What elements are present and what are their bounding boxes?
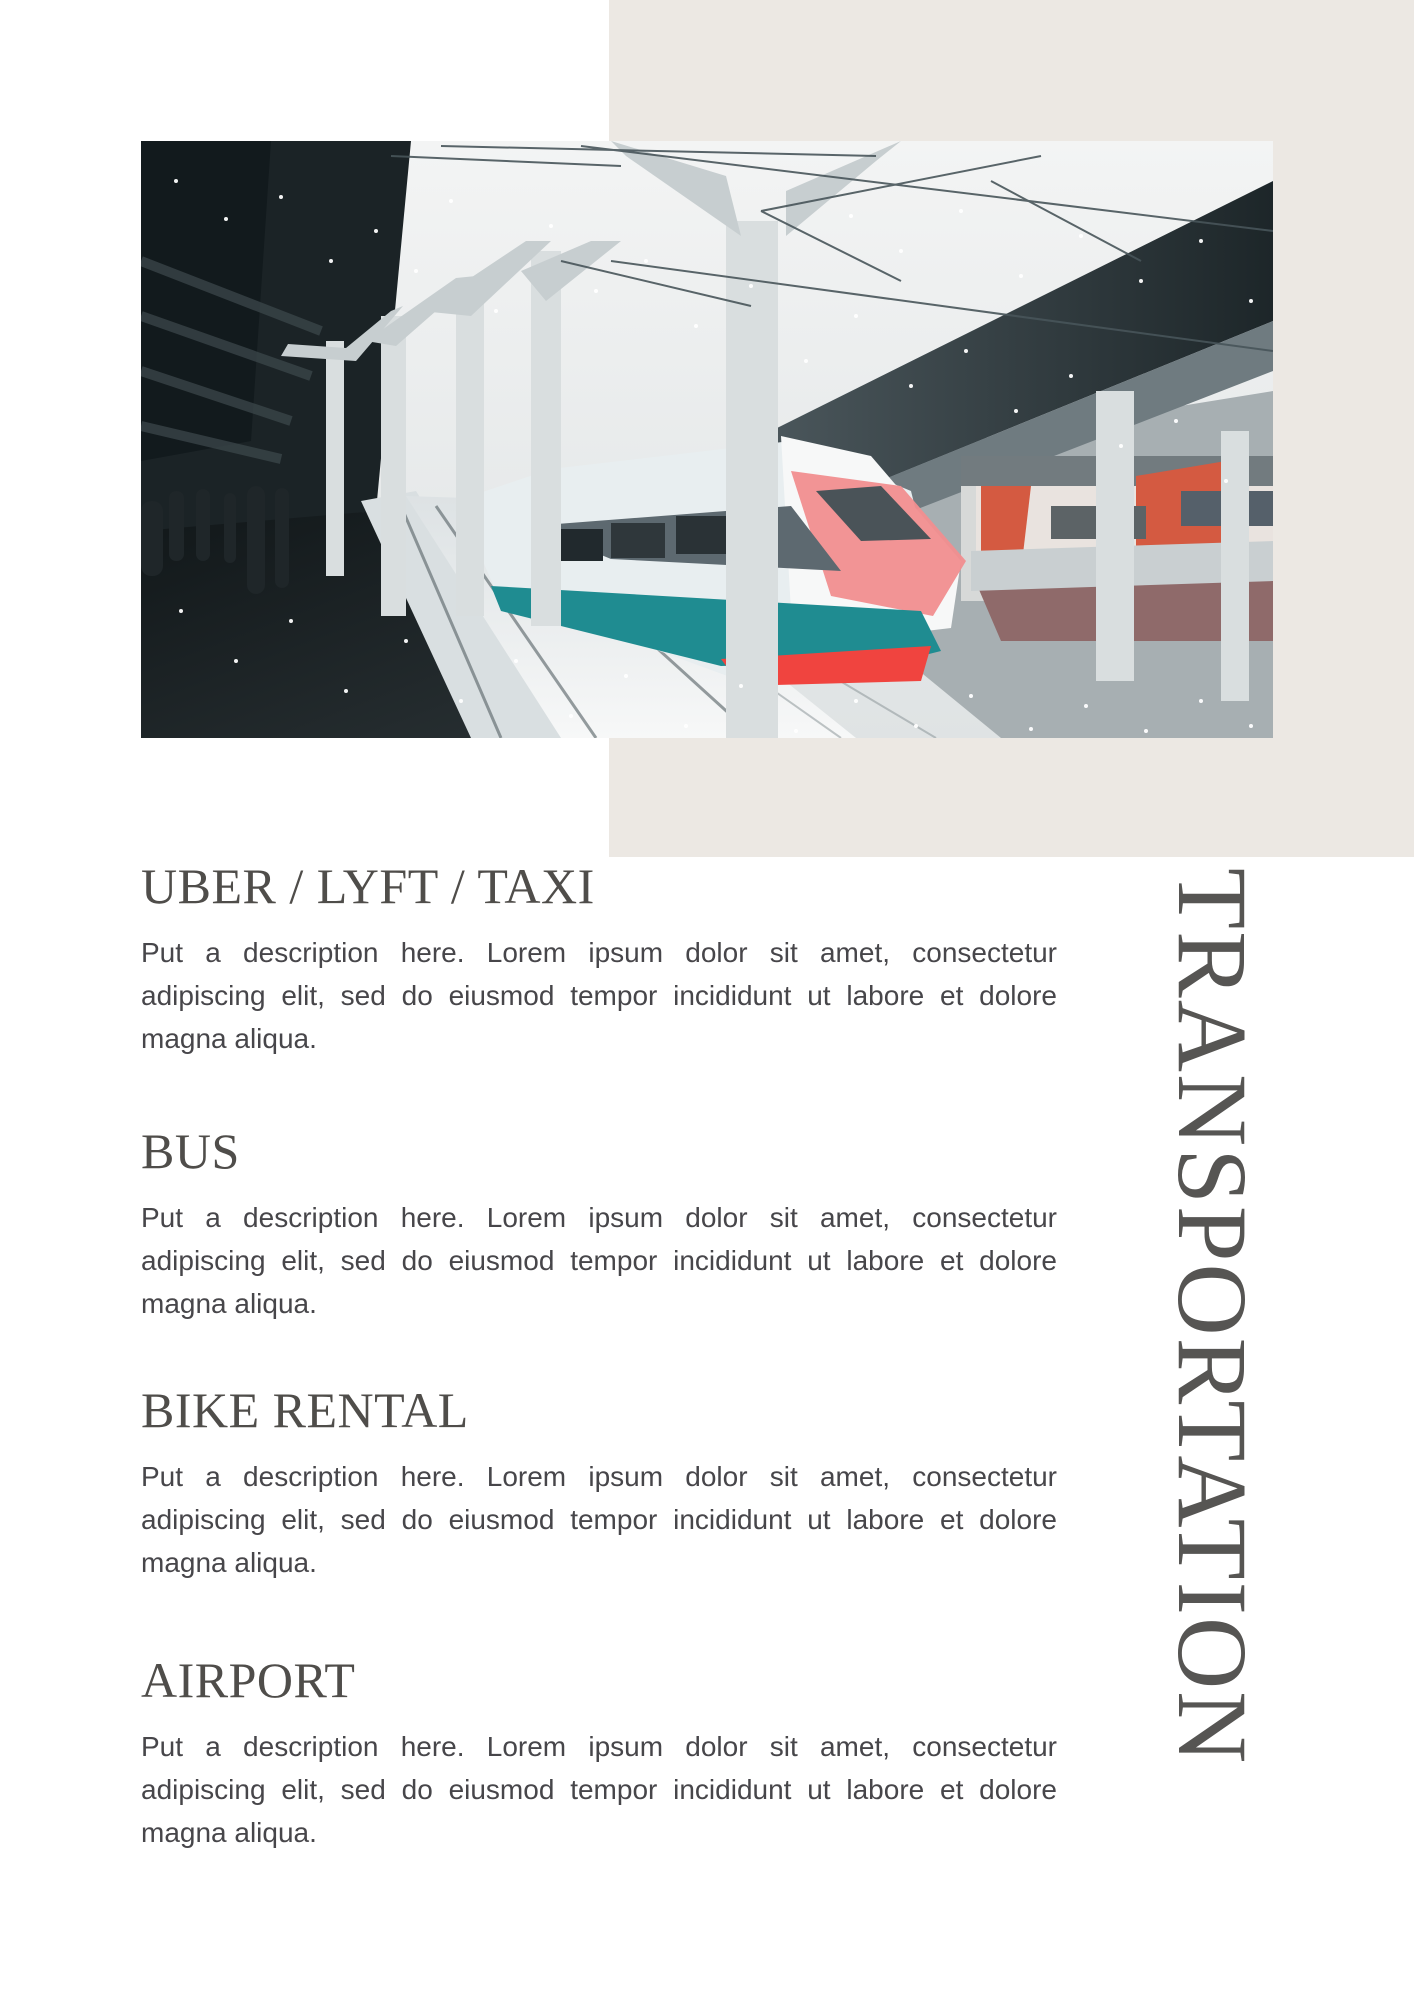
section-title: BUS <box>141 1123 240 1179</box>
section-description: Put a description here. Lorem ipsum dolor sit amet, consectetur adipiscing elit, sed do eiusmod tempor incididunt ut labore et dolore magna aliqua. <box>141 937 1057 1054</box>
section-title: BIKE RENTAL <box>141 1382 469 1438</box>
vertical-title <box>1152 868 1272 1873</box>
train-station-photo <box>141 141 1273 738</box>
section-description: Put a description here. Lorem ipsum dolor sit amet, consectetur adipiscing elit, sed do eiusmod tempor incididunt ut labore et dolore magna aliqua. <box>141 1731 1057 1848</box>
section-airport <box>141 1649 1057 1854</box>
section-description: Put a description here. Lorem ipsum dolor sit amet, consectetur adipiscing elit, sed do eiusmod tempor incididunt ut labore et dolore magna aliqua. <box>141 1461 1057 1578</box>
section-description: Put a description here. Lorem ipsum dolor sit amet, consectetur adipiscing elit, sed do eiusmod tempor incididunt ut labore et dolore magna aliqua. <box>141 1202 1057 1319</box>
vertical-title-text: TRANSPORTATION <box>1157 868 1268 1766</box>
snowy-train-station-illustration <box>141 141 1273 738</box>
section-bus <box>141 1120 1057 1325</box>
section-bike-rental <box>141 1379 1057 1584</box>
section-title: UBER / LYFT / TAXI <box>141 858 595 914</box>
section-title: AIRPORT <box>141 1652 356 1708</box>
section-uber-lyft-taxi <box>141 855 1057 1060</box>
